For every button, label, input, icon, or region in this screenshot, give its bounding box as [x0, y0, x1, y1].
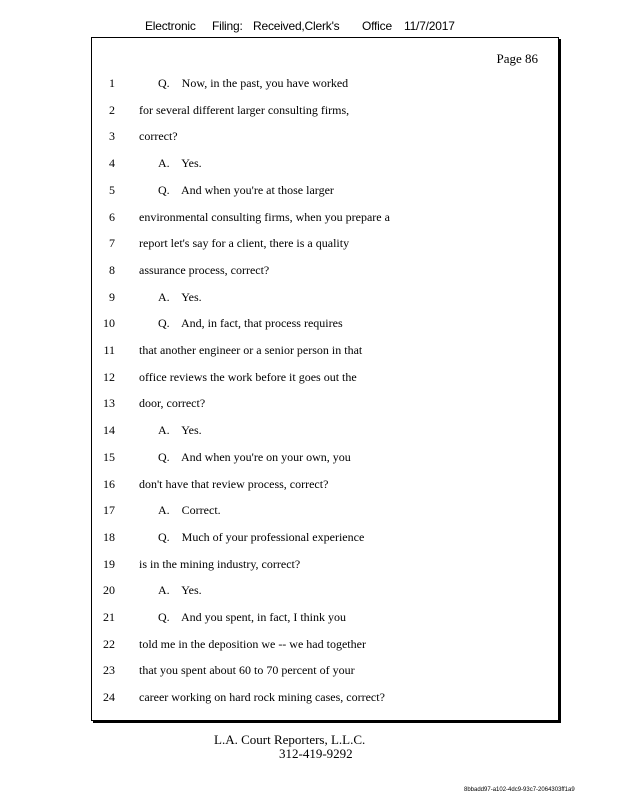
transcript-line	[92, 76, 558, 92]
line-number: 21	[103, 610, 115, 624]
transcript-page	[91, 37, 559, 721]
line-text: A. Yes.	[158, 289, 202, 304]
line-number: 4	[109, 156, 115, 171]
line-number: 24	[103, 690, 115, 705]
line-number: 2	[109, 102, 115, 117]
line-number: 14	[103, 423, 115, 438]
line-text: report let's say for a client, there is a quality	[139, 236, 350, 251]
line-number: 20	[103, 583, 115, 598]
transcript-line	[92, 156, 558, 172]
transcript-line	[92, 316, 558, 332]
line-number: 13	[103, 396, 115, 411]
line-number: 12	[103, 369, 115, 384]
line-text: office reviews the work before it goes out the	[139, 369, 357, 384]
line-text: A. Yes.	[158, 583, 202, 598]
filing-received: Received,Clerk's	[253, 19, 340, 33]
transcript-line	[92, 290, 558, 306]
line-number: 19	[103, 556, 115, 571]
line-text: told me in the deposition we -- we had together	[139, 636, 366, 651]
transcript-line	[92, 370, 558, 386]
filing-filing: Filing:	[212, 19, 243, 33]
reporter-phone: 312-419-9292	[279, 746, 353, 761]
line-number: 9	[109, 289, 115, 304]
reporter-name: L.A. Court Reporters, L.L.C.	[214, 732, 366, 747]
line-text: correct?	[139, 129, 178, 144]
line-number: 10	[103, 316, 115, 331]
line-number: 1	[109, 76, 115, 90]
transcript-line	[92, 637, 558, 653]
line-text: door, correct?	[139, 396, 206, 411]
line-number: 22	[103, 636, 115, 651]
line-text: that another engineer or a senior person in that	[139, 343, 363, 357]
transcript-line	[92, 236, 558, 252]
line-text: is in the mining industry, correct?	[139, 556, 301, 571]
electronic-filing-header	[0, 19, 618, 35]
line-text: for several different larger consulting firms,	[139, 102, 350, 117]
line-number: 11	[103, 343, 115, 357]
filing-electronic: Electronic	[145, 19, 196, 33]
line-number: 18	[103, 529, 115, 544]
line-number: 23	[103, 663, 115, 678]
transcript-line	[92, 343, 558, 359]
document-hash: 8bbadd97-a102-4dc9-93c7-2064303ff1a9	[464, 787, 575, 793]
transcript-line	[92, 690, 558, 706]
transcript-line	[92, 663, 558, 679]
line-number: 17	[103, 503, 115, 518]
transcript-line	[92, 210, 558, 226]
line-text: environmental consulting firms, when you prepare a	[139, 209, 390, 224]
transcript-line	[92, 129, 558, 145]
line-text: Q. And when you're on your own, you	[158, 449, 351, 464]
filing-date: 11/7/2017	[404, 19, 455, 33]
line-number: 8	[109, 262, 115, 277]
transcript-line	[92, 103, 558, 119]
line-text: don't have that review process, correct?	[139, 476, 329, 491]
transcript-line	[92, 503, 558, 519]
line-number: 16	[103, 476, 115, 491]
transcript-line	[92, 423, 558, 439]
transcript-line	[92, 477, 558, 493]
line-number: 3	[109, 129, 115, 144]
transcript-line	[92, 583, 558, 599]
transcript-line	[92, 610, 558, 626]
transcript-line	[92, 450, 558, 466]
line-text: Q. Now, in the past, you have worked	[158, 76, 349, 90]
line-text: A. Yes.	[158, 423, 202, 438]
line-number: 6	[109, 209, 115, 224]
filing-office: Office	[362, 19, 392, 33]
line-text: Q. And, in fact, that process requires	[158, 316, 343, 331]
line-text: A. Yes.	[158, 156, 202, 171]
line-number: 5	[109, 182, 115, 197]
line-number: 7	[109, 236, 115, 251]
line-text: career working on hard rock mining cases, correct?	[139, 690, 385, 705]
line-text: assurance process, correct?	[139, 262, 270, 277]
line-text: Q. And when you're at those larger	[158, 182, 334, 197]
line-text: that you spent about 60 to 70 percent of your	[139, 663, 355, 678]
line-text: Q. Much of your professional experience	[158, 529, 365, 544]
transcript-line	[92, 263, 558, 279]
transcript-line	[92, 396, 558, 412]
line-text: A. Correct.	[158, 503, 221, 518]
transcript-line	[92, 557, 558, 573]
transcript-line	[92, 183, 558, 199]
transcript-line	[92, 530, 558, 546]
line-text: Q. And you spent, in fact, I think you	[158, 610, 346, 624]
page-number: Page 86	[496, 51, 538, 66]
line-number: 15	[103, 449, 115, 464]
